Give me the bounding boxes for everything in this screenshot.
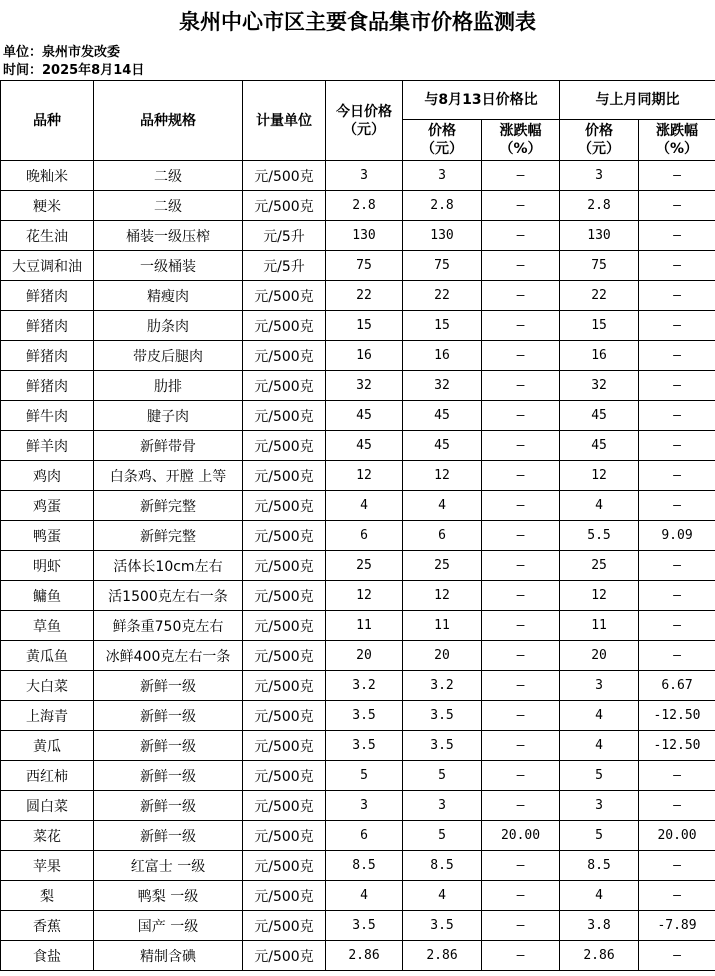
cell-prev-price: 32 xyxy=(403,371,482,401)
cell-month-price: 32 xyxy=(560,371,639,401)
cell-month-change: – xyxy=(639,491,715,521)
cell-prev-price: 2.86 xyxy=(403,941,482,971)
cell-today-price: 4 xyxy=(326,491,403,521)
header-prev-change-unit: （%） xyxy=(499,141,542,157)
cell-prev-price: 12 xyxy=(403,581,482,611)
cell-month-change: – xyxy=(639,881,715,911)
cell-spec: 肋条肉 xyxy=(94,311,243,341)
cell-month-price: 3.8 xyxy=(560,911,639,941)
cell-month-change: 20.00 xyxy=(639,821,715,851)
cell-month-change: 6.67 xyxy=(639,671,715,701)
cell-variety: 鲜羊肉 xyxy=(1,431,94,461)
table-row xyxy=(1,281,715,311)
cell-month-change: – xyxy=(639,161,715,191)
cell-variety: 鸡蛋 xyxy=(1,491,94,521)
cell-spec: 新鲜完整 xyxy=(94,491,243,521)
cell-spec: 新鲜带骨 xyxy=(94,431,243,461)
cell-today-price: 11 xyxy=(326,611,403,641)
cell-spec: 肋排 xyxy=(94,371,243,401)
cell-month-price: 3 xyxy=(560,161,639,191)
cell-prev-change: – xyxy=(482,191,560,221)
table-row xyxy=(1,641,715,671)
cell-prev-price: 16 xyxy=(403,341,482,371)
table-row xyxy=(1,521,715,551)
cell-month-change: – xyxy=(639,251,715,281)
cell-prev-change: – xyxy=(482,581,560,611)
cell-spec: 冰鲜400克左右一条 xyxy=(94,641,243,671)
cell-unit: 元/500克 xyxy=(243,611,326,641)
cell-month-price: 5 xyxy=(560,821,639,851)
cell-spec: 腱子肉 xyxy=(94,401,243,431)
table-row xyxy=(1,341,715,371)
cell-unit: 元/500克 xyxy=(243,851,326,881)
header-today-price xyxy=(326,81,403,161)
table-row xyxy=(1,821,715,851)
cell-spec: 新鲜一级 xyxy=(94,701,243,731)
cell-prev-change: – xyxy=(482,431,560,461)
cell-variety: 黄瓜鱼 xyxy=(1,641,94,671)
cell-spec: 白条鸡、开膛 上等 xyxy=(94,461,243,491)
cell-spec: 国产 一级 xyxy=(94,911,243,941)
cell-month-change: – xyxy=(639,191,715,221)
cell-prev-price: 20 xyxy=(403,641,482,671)
cell-spec: 精瘦肉 xyxy=(94,281,243,311)
cell-month-change: – xyxy=(639,761,715,791)
cell-prev-price: 5 xyxy=(403,761,482,791)
cell-prev-change: – xyxy=(482,281,560,311)
cell-unit: 元/500克 xyxy=(243,521,326,551)
cell-today-price: 3.5 xyxy=(326,731,403,761)
table-row xyxy=(1,551,715,581)
cell-prev-change: – xyxy=(482,731,560,761)
cell-prev-price: 75 xyxy=(403,251,482,281)
cell-month-change: – xyxy=(639,341,715,371)
cell-unit: 元/5升 xyxy=(243,251,326,281)
cell-month-price: 5.5 xyxy=(560,521,639,551)
cell-prev-change: – xyxy=(482,251,560,281)
cell-month-change: – xyxy=(639,311,715,341)
cell-month-price: 130 xyxy=(560,221,639,251)
table-row xyxy=(1,881,715,911)
cell-spec: 新鲜一级 xyxy=(94,731,243,761)
cell-month-change: – xyxy=(639,401,715,431)
cell-unit: 元/500克 xyxy=(243,671,326,701)
table-row xyxy=(1,731,715,761)
cell-month-change: -12.50 xyxy=(639,701,715,731)
header-vs-last-month: 与上月同期比 xyxy=(560,81,715,120)
table-row xyxy=(1,431,715,461)
cell-unit: 元/500克 xyxy=(243,461,326,491)
cell-prev-price: 25 xyxy=(403,551,482,581)
cell-variety: 鲜猪肉 xyxy=(1,341,94,371)
cell-month-change: – xyxy=(639,371,715,401)
cell-today-price: 6 xyxy=(326,521,403,551)
cell-variety: 大豆调和油 xyxy=(1,251,94,281)
cell-month-change: – xyxy=(639,221,715,251)
cell-spec: 新鲜一级 xyxy=(94,761,243,791)
cell-prev-price: 45 xyxy=(403,431,482,461)
header-spec: 品种规格 xyxy=(94,81,243,161)
cell-month-price: 4 xyxy=(560,491,639,521)
header-month-price-unit: （元） xyxy=(578,141,621,157)
cell-month-price: 4 xyxy=(560,881,639,911)
cell-variety: 菜花 xyxy=(1,821,94,851)
cell-today-price: 12 xyxy=(326,461,403,491)
cell-prev-price: 3.2 xyxy=(403,671,482,701)
header-month-change-label: 涨跌幅 xyxy=(656,123,699,139)
cell-unit: 元/500克 xyxy=(243,401,326,431)
cell-prev-change: – xyxy=(482,371,560,401)
cell-unit: 元/500克 xyxy=(243,431,326,461)
table-row xyxy=(1,161,715,191)
cell-today-price: 2.8 xyxy=(326,191,403,221)
cell-unit: 元/500克 xyxy=(243,941,326,971)
cell-today-price: 3.2 xyxy=(326,671,403,701)
cell-today-price: 15 xyxy=(326,311,403,341)
cell-prev-change: – xyxy=(482,641,560,671)
cell-prev-change: – xyxy=(482,791,560,821)
cell-spec: 鸭梨 一级 xyxy=(94,881,243,911)
cell-prev-change: – xyxy=(482,941,560,971)
table-row xyxy=(1,401,715,431)
table-row xyxy=(1,221,715,251)
table-row xyxy=(1,311,715,341)
cell-spec: 鲜条重750克左右 xyxy=(94,611,243,641)
header-month-change xyxy=(639,120,715,161)
report-date: 时间：2025年8月14日 xyxy=(3,63,145,78)
cell-prev-price: 4 xyxy=(403,491,482,521)
header-today-unit: （元） xyxy=(343,121,385,138)
header-prev-price xyxy=(403,120,482,161)
cell-variety: 鲜猪肉 xyxy=(1,311,94,341)
cell-spec: 活1500克左右一条 xyxy=(94,581,243,611)
cell-prev-price: 22 xyxy=(403,281,482,311)
cell-today-price: 8.5 xyxy=(326,851,403,881)
cell-variety: 鸭蛋 xyxy=(1,521,94,551)
cell-month-price: 20 xyxy=(560,641,639,671)
cell-today-price: 5 xyxy=(326,761,403,791)
cell-prev-change: – xyxy=(482,311,560,341)
table-row xyxy=(1,371,715,401)
cell-unit: 元/500克 xyxy=(243,821,326,851)
cell-prev-price: 4 xyxy=(403,881,482,911)
cell-prev-price: 6 xyxy=(403,521,482,551)
cell-prev-change: – xyxy=(482,491,560,521)
cell-month-price: 75 xyxy=(560,251,639,281)
cell-variety: 鲜猪肉 xyxy=(1,371,94,401)
cell-month-price: 15 xyxy=(560,311,639,341)
cell-month-price: 25 xyxy=(560,551,639,581)
table-row xyxy=(1,491,715,521)
cell-today-price: 3 xyxy=(326,791,403,821)
cell-spec: 新鲜一级 xyxy=(94,821,243,851)
table-row xyxy=(1,581,715,611)
cell-spec: 红富士 一级 xyxy=(94,851,243,881)
cell-today-price: 3 xyxy=(326,161,403,191)
table-row xyxy=(1,611,715,641)
cell-month-change: – xyxy=(639,641,715,671)
cell-unit: 元/500克 xyxy=(243,701,326,731)
cell-month-price: 5 xyxy=(560,761,639,791)
cell-month-change: – xyxy=(639,551,715,581)
cell-today-price: 4 xyxy=(326,881,403,911)
cell-prev-change: – xyxy=(482,701,560,731)
cell-month-change: -7.89 xyxy=(639,911,715,941)
price-table xyxy=(0,80,715,971)
cell-prev-price: 3 xyxy=(403,161,482,191)
cell-prev-change: 20.00 xyxy=(482,821,560,851)
cell-today-price: 22 xyxy=(326,281,403,311)
cell-unit: 元/500克 xyxy=(243,641,326,671)
cell-unit: 元/500克 xyxy=(243,761,326,791)
cell-unit: 元/500克 xyxy=(243,491,326,521)
cell-spec: 活体长10cm左右 xyxy=(94,551,243,581)
cell-spec: 二级 xyxy=(94,161,243,191)
cell-month-price: 12 xyxy=(560,581,639,611)
cell-month-price: 8.5 xyxy=(560,851,639,881)
table-row xyxy=(1,251,715,281)
table-row xyxy=(1,851,715,881)
cell-prev-price: 5 xyxy=(403,821,482,851)
table-row xyxy=(1,911,715,941)
header-today-label: 今日价格 xyxy=(336,103,392,120)
price-rows xyxy=(1,161,715,971)
cell-variety: 鲜猪肉 xyxy=(1,281,94,311)
cell-prev-change: – xyxy=(482,401,560,431)
cell-month-price: 16 xyxy=(560,341,639,371)
cell-prev-change: – xyxy=(482,911,560,941)
cell-unit: 元/500克 xyxy=(243,911,326,941)
cell-variety: 圆白菜 xyxy=(1,791,94,821)
cell-month-price: 4 xyxy=(560,701,639,731)
cell-prev-price: 3.5 xyxy=(403,701,482,731)
cell-month-price: 11 xyxy=(560,611,639,641)
table-row xyxy=(1,941,715,971)
cell-variety: 鳙鱼 xyxy=(1,581,94,611)
table-row xyxy=(1,191,715,221)
cell-unit: 元/500克 xyxy=(243,191,326,221)
cell-today-price: 25 xyxy=(326,551,403,581)
cell-variety: 上海青 xyxy=(1,701,94,731)
cell-month-price: 45 xyxy=(560,401,639,431)
cell-month-price: 2.8 xyxy=(560,191,639,221)
cell-prev-price: 12 xyxy=(403,461,482,491)
cell-unit: 元/500克 xyxy=(243,161,326,191)
header-vs-prev-day: 与8月13日价格比 xyxy=(403,81,560,120)
cell-variety: 粳米 xyxy=(1,191,94,221)
cell-month-change: – xyxy=(639,461,715,491)
cell-spec: 新鲜一级 xyxy=(94,791,243,821)
cell-unit: 元/500克 xyxy=(243,791,326,821)
cell-prev-price: 45 xyxy=(403,401,482,431)
cell-today-price: 2.86 xyxy=(326,941,403,971)
header-month-price-label: 价格 xyxy=(585,123,614,139)
cell-spec: 新鲜完整 xyxy=(94,521,243,551)
cell-spec: 桶装一级压榨 xyxy=(94,221,243,251)
cell-today-price: 16 xyxy=(326,341,403,371)
header-prev-change xyxy=(482,120,560,161)
cell-unit: 元/500克 xyxy=(243,581,326,611)
cell-variety: 西红柿 xyxy=(1,761,94,791)
cell-unit: 元/500克 xyxy=(243,311,326,341)
cell-variety: 苹果 xyxy=(1,851,94,881)
cell-today-price: 12 xyxy=(326,581,403,611)
cell-prev-price: 8.5 xyxy=(403,851,482,881)
cell-month-change: – xyxy=(639,581,715,611)
cell-month-change: – xyxy=(639,431,715,461)
cell-month-price: 2.86 xyxy=(560,941,639,971)
cell-variety: 晚籼米 xyxy=(1,161,94,191)
cell-prev-change: – xyxy=(482,341,560,371)
cell-month-price: 22 xyxy=(560,281,639,311)
header-row-top xyxy=(1,81,715,120)
cell-prev-change: – xyxy=(482,761,560,791)
cell-prev-change: – xyxy=(482,161,560,191)
cell-today-price: 45 xyxy=(326,431,403,461)
cell-prev-price: 15 xyxy=(403,311,482,341)
cell-month-change: 9.09 xyxy=(639,521,715,551)
cell-prev-change: – xyxy=(482,881,560,911)
cell-unit: 元/500克 xyxy=(243,371,326,401)
cell-variety: 梨 xyxy=(1,881,94,911)
cell-today-price: 45 xyxy=(326,401,403,431)
cell-today-price: 3.5 xyxy=(326,911,403,941)
cell-prev-change: – xyxy=(482,551,560,581)
cell-unit: 元/500克 xyxy=(243,551,326,581)
cell-prev-price: 130 xyxy=(403,221,482,251)
cell-unit: 元/500克 xyxy=(243,281,326,311)
cell-month-change: – xyxy=(639,941,715,971)
cell-spec: 一级桶装 xyxy=(94,251,243,281)
header-prev-price-unit: （元） xyxy=(421,141,463,157)
cell-variety: 花生油 xyxy=(1,221,94,251)
cell-prev-change: – xyxy=(482,521,560,551)
cell-variety: 鲜牛肉 xyxy=(1,401,94,431)
cell-month-price: 4 xyxy=(560,731,639,761)
cell-unit: 元/5升 xyxy=(243,221,326,251)
report-title: 泉州中心市区主要食品集市价格监测表 xyxy=(179,9,536,34)
header-variety: 品种 xyxy=(1,81,94,161)
header-prev-change-label: 涨跌幅 xyxy=(499,123,542,139)
cell-unit: 元/500克 xyxy=(243,881,326,911)
cell-spec: 新鲜一级 xyxy=(94,671,243,701)
cell-month-price: 3 xyxy=(560,671,639,701)
table-row xyxy=(1,701,715,731)
table-row xyxy=(1,671,715,701)
cell-variety: 黄瓜 xyxy=(1,731,94,761)
cell-today-price: 20 xyxy=(326,641,403,671)
cell-month-change: – xyxy=(639,611,715,641)
cell-prev-price: 2.8 xyxy=(403,191,482,221)
cell-variety: 鸡肉 xyxy=(1,461,94,491)
cell-prev-price: 3.5 xyxy=(403,911,482,941)
cell-variety: 大白菜 xyxy=(1,671,94,701)
cell-month-change: – xyxy=(639,851,715,881)
cell-variety: 草鱼 xyxy=(1,611,94,641)
table-row xyxy=(1,461,715,491)
cell-today-price: 75 xyxy=(326,251,403,281)
cell-spec: 带皮后腿肉 xyxy=(94,341,243,371)
cell-today-price: 32 xyxy=(326,371,403,401)
cell-prev-change: – xyxy=(482,461,560,491)
cell-month-change: – xyxy=(639,791,715,821)
cell-unit: 元/500克 xyxy=(243,731,326,761)
cell-today-price: 3.5 xyxy=(326,701,403,731)
cell-spec: 精制含碘 xyxy=(94,941,243,971)
cell-prev-change: – xyxy=(482,851,560,881)
cell-today-price: 6 xyxy=(326,821,403,851)
cell-variety: 香蕉 xyxy=(1,911,94,941)
header-prev-price-label: 价格 xyxy=(428,123,456,139)
header-month-change-unit: （%） xyxy=(656,141,699,157)
cell-month-price: 45 xyxy=(560,431,639,461)
cell-prev-change: – xyxy=(482,671,560,701)
table-row xyxy=(1,791,715,821)
cell-variety: 食盐 xyxy=(1,941,94,971)
cell-unit: 元/500克 xyxy=(243,341,326,371)
cell-spec: 二级 xyxy=(94,191,243,221)
cell-prev-price: 11 xyxy=(403,611,482,641)
issuing-unit: 单位：泉州市发改委 xyxy=(3,45,121,60)
header-month-price xyxy=(560,120,639,161)
cell-month-price: 3 xyxy=(560,791,639,821)
cell-month-price: 12 xyxy=(560,461,639,491)
cell-prev-change: – xyxy=(482,611,560,641)
header-unit: 计量单位 xyxy=(243,81,326,161)
cell-prev-change: – xyxy=(482,221,560,251)
table-row xyxy=(1,761,715,791)
cell-month-change: – xyxy=(639,281,715,311)
cell-prev-price: 3 xyxy=(403,791,482,821)
cell-prev-price: 3.5 xyxy=(403,731,482,761)
cell-today-price: 130 xyxy=(326,221,403,251)
cell-variety: 明虾 xyxy=(1,551,94,581)
cell-month-change: -12.50 xyxy=(639,731,715,761)
